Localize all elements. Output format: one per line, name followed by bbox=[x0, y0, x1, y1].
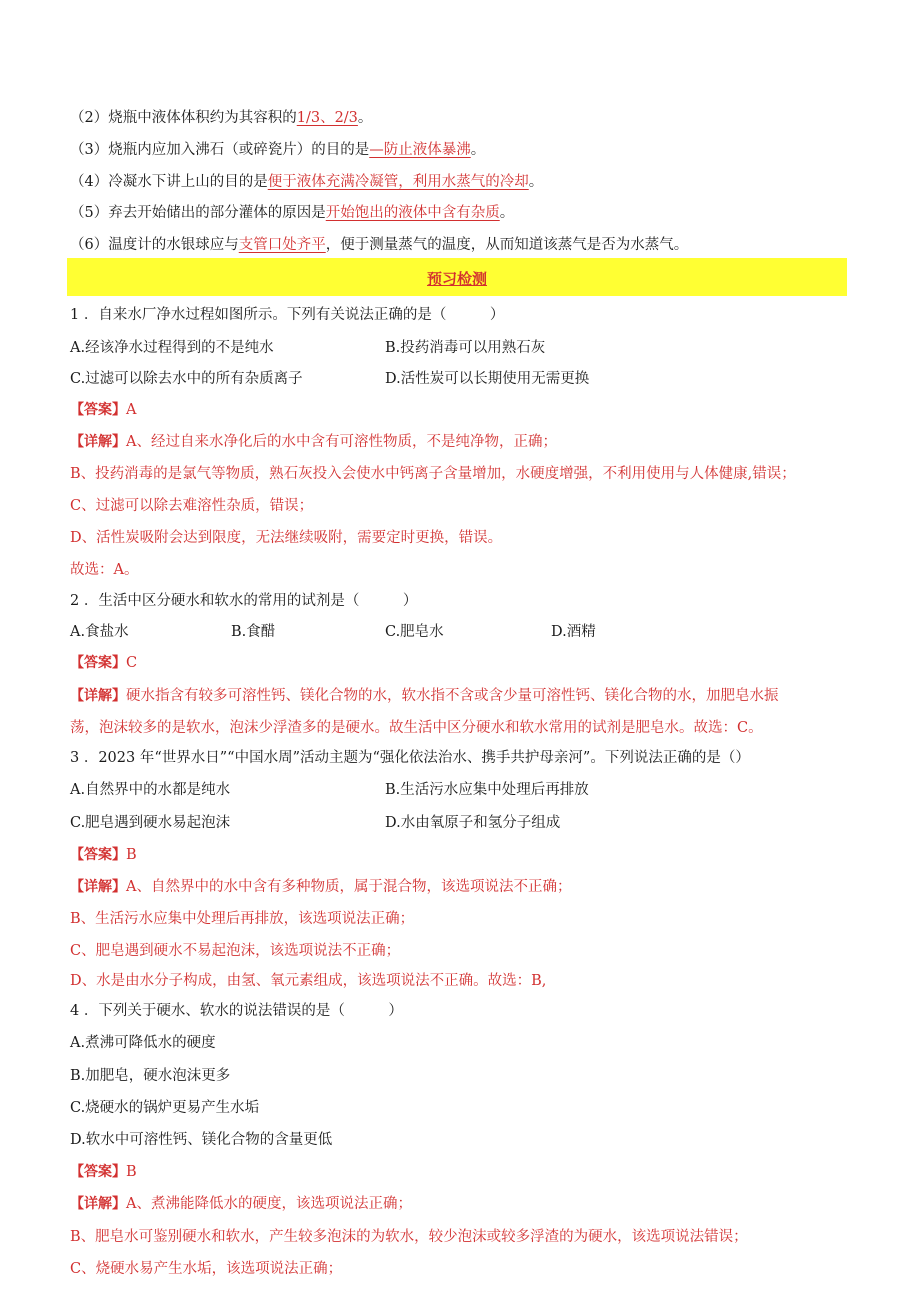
answer-blank: 支管口处齐平 bbox=[238, 237, 326, 253]
explanation-line: 故选：A。 bbox=[70, 562, 139, 578]
option-b: B.投药消毒可以用熟石灰 bbox=[385, 340, 546, 356]
explanation-line: C、过滤可以除去难溶性杂质，错误； bbox=[70, 498, 314, 514]
option-a: A.经该净水过程得到的不是纯水 bbox=[70, 340, 274, 356]
answer-value: C bbox=[126, 655, 138, 671]
question-stem: 1 ．自来水厂净水过程如图所示。下列有关说法正确的是（ ） bbox=[70, 307, 505, 323]
explanation-line: B、投药消毒的是氯气等物质，熟石灰投入会使水中钙离子含量增加，水硬度增强，不利用使用与人体健康,错误； bbox=[70, 466, 796, 482]
explanation-line: B、肥皂水可鉴别硬水和软水，产生较多泡沫的为软水，较少泡沫或较多浮渣的为硬水，该选项说法错误； bbox=[70, 1229, 748, 1245]
answer-line bbox=[70, 653, 137, 673]
answer-label: 【答案】 bbox=[70, 402, 126, 418]
question-stem: 4 ．下列关于硬水、软水的说法错误的是（ ） bbox=[70, 1003, 403, 1019]
explanation-label: 【详解】 bbox=[70, 434, 126, 450]
answer-blank: 开始饱出的液体中含有杂质 bbox=[325, 205, 500, 221]
explanation-line: 【详解】A、自然界中的水中含有多种物质，属于混合物，该选项说法不正确； bbox=[70, 879, 572, 895]
answer-line bbox=[70, 400, 136, 420]
explanation-line: C、烧硬水易产生水垢，该选项说法正确； bbox=[70, 1261, 343, 1277]
text-line: （4）冷凝水下讲上山的目的是便于液体充满冷凝管，利用水蒸气的冷却。 bbox=[70, 174, 544, 190]
option-a: A.煮沸可降低水的硬度 bbox=[70, 1035, 216, 1051]
option-b: B.生活污水应集中处理后再排放 bbox=[385, 782, 589, 798]
option-a: A.自然界中的水都是纯水 bbox=[70, 782, 231, 798]
question-stem: 2 ．生活中区分硬水和软水的常用的试剂是（ ） bbox=[70, 593, 418, 609]
option-b: B.加肥皂，硬水泡沫更多 bbox=[70, 1068, 231, 1084]
section-banner bbox=[67, 258, 847, 296]
explanation-line: 荡，泡沫较多的是软水，泡沫少浮渣多的是硬水。故生活中区分硬水和软水常用的试剂是肥皂水。故选：C。 bbox=[70, 720, 763, 736]
answer-label: 【答案】 bbox=[70, 655, 126, 671]
answer-label: 【答案】 bbox=[70, 847, 126, 863]
explanation-line: B、生活污水应集中处理后再排放，该选项说法正确； bbox=[70, 911, 415, 927]
answer-value: B bbox=[126, 1164, 137, 1180]
explanation-line: D、水是由水分子构成，由氢、氧元素组成，该选项说法不正确。故选：B, bbox=[70, 973, 547, 989]
section-title: 预习检测 bbox=[426, 270, 487, 288]
explanation-line: 【详解】A、经过自来水净化后的水中含有可溶性物质，不是纯净物，正确； bbox=[70, 434, 557, 450]
option-c: C.肥皂水 bbox=[385, 624, 444, 640]
option-d: D.酒精 bbox=[551, 624, 596, 640]
option-d: D.水由氧原子和氢分子组成 bbox=[385, 815, 561, 831]
option-d: D.活性炭可以长期使用无需更换 bbox=[385, 371, 590, 387]
text-line: （3）烧瓶内应加入沸石（或碎瓷片）的目的是—防止液体暴沸。 bbox=[70, 142, 486, 158]
explanation-line: C、肥皂遇到硬水不易起泡沫，该选项说法不正确； bbox=[70, 943, 401, 959]
text-line: （2）烧瓶中液体体积约为其容积的1/3、2/3。 bbox=[70, 110, 373, 126]
explanation-label: 【详解】 bbox=[70, 688, 126, 704]
answer-label: 【答案】 bbox=[70, 1164, 126, 1180]
answer-line bbox=[70, 845, 137, 865]
answer-value: A bbox=[126, 402, 137, 418]
question-stem: 3 ．2023 年“世界水日”“中国水周”活动主题为“强化依法治水、携手共护母亲河”。下列说法正确的是（） bbox=[70, 750, 750, 766]
option-c: C.过滤可以除去水中的所有杂质离子 bbox=[70, 371, 303, 387]
answer-value: B bbox=[126, 847, 137, 863]
answer-blank: 便于液体充满冷凝管，利用水蒸气的冷却 bbox=[267, 174, 529, 190]
explanation-line: D、活性炭吸附会达到限度，无法继续吸附，需要定时更换，错误。 bbox=[70, 530, 503, 546]
answer-blank: 1/3、2/3 bbox=[296, 110, 358, 126]
option-c: C.烧硬水的锅炉更易产生水垢 bbox=[70, 1100, 260, 1116]
answer-line bbox=[70, 1162, 137, 1182]
explanation-label: 【详解】 bbox=[70, 879, 126, 895]
answer-blank: —防止液体暴沸 bbox=[369, 142, 471, 158]
text-line: （6）温度计的水银球应与支管口处齐平，便于测量蒸气的温度，从而知道该蒸气是否为水蒸气。 bbox=[70, 237, 689, 253]
explanation-label: 【详解】 bbox=[70, 1196, 126, 1212]
explanation-line: 【详解】硬水指含有较多可溶性钙、镁化合物的水，软水指不含或含少量可溶性钙、镁化合物的水，加肥皂水振 bbox=[70, 688, 779, 704]
option-c: C.肥皂遇到硬水易起泡沫 bbox=[70, 815, 231, 831]
text-line: （5）弃去开始储出的部分灌体的原因是开始饱出的液体中含有杂质。 bbox=[70, 205, 515, 221]
option-d: D.软水中可溶性钙、镁化合物的含量更低 bbox=[70, 1132, 333, 1148]
option-b: B.食醋 bbox=[231, 624, 276, 640]
explanation-line: 【详解】A、煮沸能降低水的硬度，该选项说法正确； bbox=[70, 1196, 412, 1212]
option-a: A.食盐水 bbox=[70, 624, 129, 640]
